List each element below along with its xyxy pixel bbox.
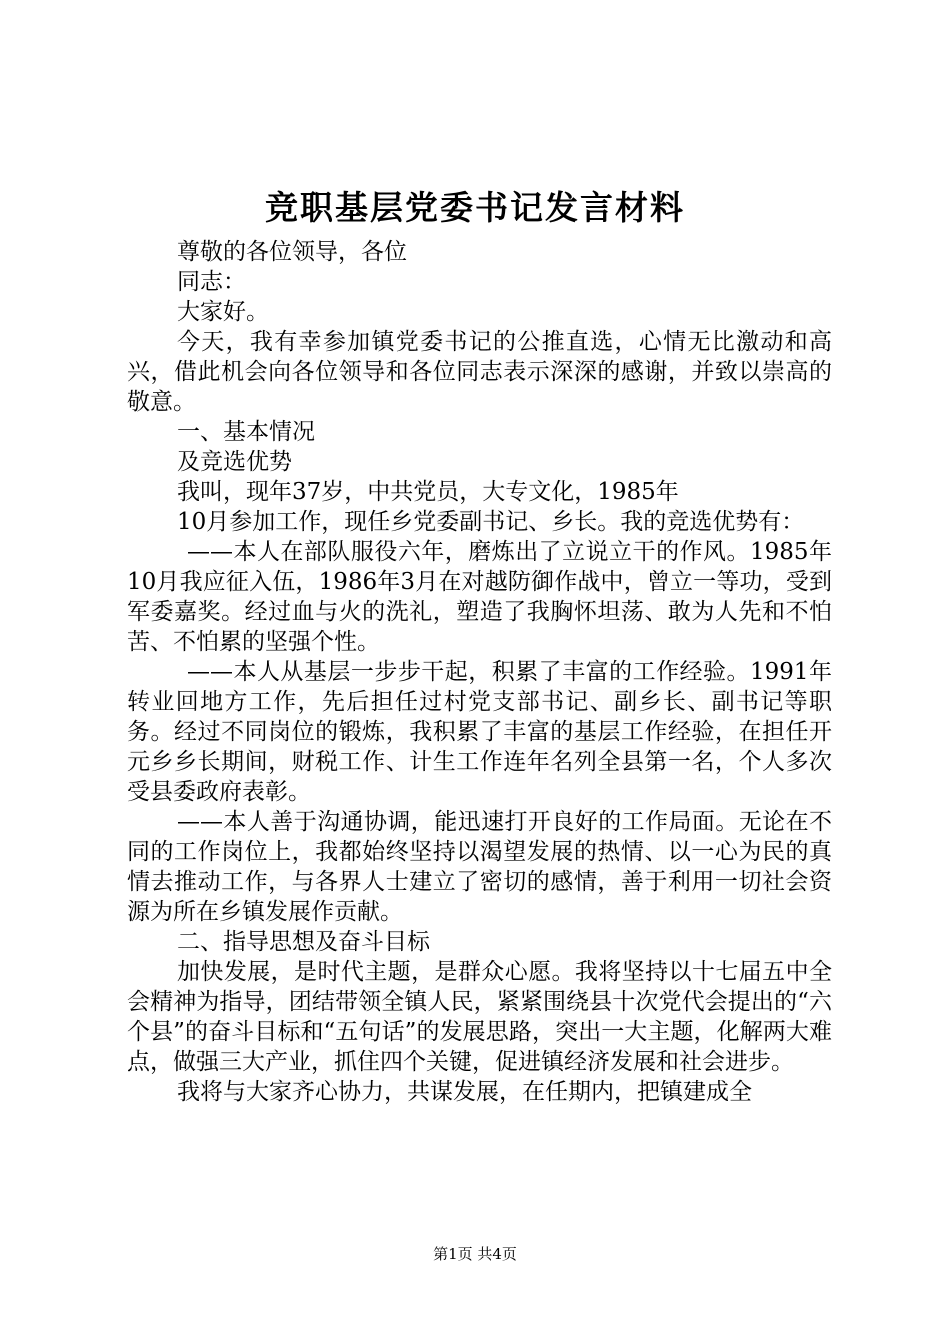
section-heading-1: 一、基本情况: [177, 419, 315, 445]
paragraph-salutation-cont: 同志：: [177, 269, 246, 295]
paragraph-salutation: 尊敬的各位领导，各位: [177, 239, 407, 265]
page-footer: 第1页 共4页: [433, 1245, 517, 1263]
paragraph-advantage-3: ——本人善于沟通协调，能迅速打开良好的工作局面。无论在不同的工作岗位上，我都始终坚持以渴望发展的热情、以一心为民的真情去推动工作，与各界人士建立了密切的感情，善于利用一切社会资源为所在乡镇发展作贡献。: [127, 809, 832, 925]
paragraph-intro: 今天，我有幸参加镇党委书记的公推直选，心情无比激动和高兴，借此机会向各位领导和各位同志表示深深的感谢，并致以崇高的敬意。: [127, 329, 832, 415]
paragraph-self-intro-cont: 10月参加工作，现任乡党委副书记、乡长。我的竞选优势有：: [177, 509, 805, 535]
document-title: 竞职基层党委书记发言材料: [265, 188, 685, 227]
paragraph-advantage-1: ——本人在部队服役六年，磨炼出了立说立干的作风。1985年10月我应征入伍，1986年3月在对越防御作战中，曾立一等功，受到军委嘉奖。经过血与火的洗礼，塑造了我胸怀坦荡、敢为人先和不怕苦、不怕累的坚强个性。: [127, 539, 832, 655]
section-heading-1-cont: 及竞选优势: [177, 449, 292, 475]
paragraph-self-intro: 我叫，现年37岁，中共党员，大专文化，1985年: [177, 479, 679, 505]
paragraph-greeting: 大家好。: [177, 299, 269, 325]
paragraph-goal: 我将与大家齐心协力，共谋发展，在任期内，把镇建成全: [177, 1079, 752, 1105]
paragraph-advantage-2: ——本人从基层一步步干起，积累了丰富的工作经验。1991年转业回地方工作，先后担任过村党支部书记、副乡长、副书记等职务。经过不同岗位的锻炼，我积累了丰富的基层工作经验，在担任开元乡乡长期间，财税工作、计生工作连年名列全县第一名，个人多次受县委政府表彰。: [127, 659, 832, 805]
paragraph-guiding-idea: 加快发展，是时代主题，是群众心愿。我将坚持以十七届五中全会精神为指导，团结带领全镇人民，紧紧围绕县十次党代会提出的“六个县”的奋斗目标和“五句话”的发展思路，突出一大主题，化解两大难点，做强三大产业，抓住四个关键，促进镇经济发展和社会进步。: [127, 959, 832, 1075]
section-heading-2: 二、指导思想及奋斗目标: [177, 929, 430, 955]
document-body: [127, 237, 832, 1107]
